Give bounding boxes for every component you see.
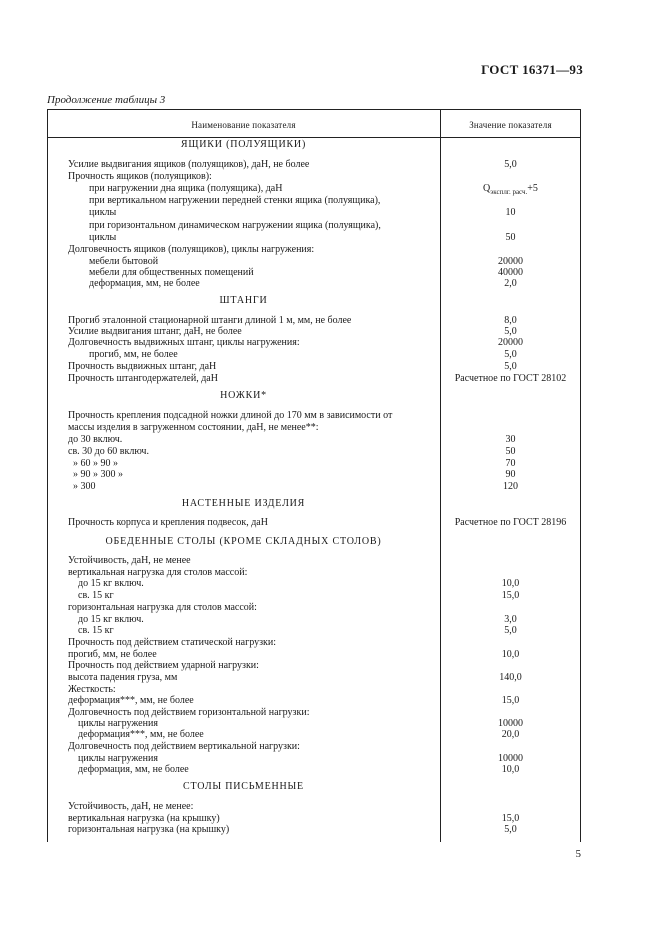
cell-indicator-name: циклы нагружения [78, 718, 158, 729]
table-row [47, 446, 581, 458]
cell-indicator-value: 2,0 [504, 278, 517, 289]
cell-indicator-name: горизонтальная нагрузка (на крышку) [68, 824, 230, 835]
cell-indicator-value: 50 [505, 446, 516, 457]
cell-indicator-name: Долговечность ящиков (полуящиков), циклы нагружения: [68, 244, 315, 255]
cell-indicator-value: 40000 [498, 267, 523, 278]
cell-indicator-name: Прочность выдвижных штанг, даН [68, 361, 217, 372]
section-title: ШТАНГИ [219, 295, 268, 306]
cell-indicator-value: 5,0 [504, 326, 517, 337]
cell-indicator-name: Прогиб эталонной стационарной штанги длиной 1 м, мм, не более [68, 315, 352, 326]
cell-indicator-name: деформация, мм, не более [89, 278, 200, 289]
table-row [47, 410, 581, 422]
cell-indicator-name: Усилие выдвигания ящиков (полуящиков), даН, не более [68, 159, 310, 170]
cell-indicator-value: 20,0 [501, 729, 520, 740]
table-row [47, 373, 581, 385]
table-row [47, 824, 581, 836]
table-row [47, 660, 581, 672]
table-row [47, 625, 581, 637]
column-header-value: Значение показателя [469, 120, 552, 130]
cell-indicator-value: 120 [503, 481, 518, 492]
table-row [47, 764, 581, 776]
section-title: НОЖКИ* [220, 390, 267, 401]
table-row [47, 278, 581, 290]
cell-indicator-name: » 60 » 90 » [73, 458, 118, 469]
table-row [47, 590, 581, 602]
table-row [47, 183, 581, 195]
cell-indicator-name: деформация***, мм, не более [68, 695, 194, 706]
table-row [47, 517, 581, 529]
cell-indicator-name: прогиб, мм, не более [89, 349, 178, 360]
cell-indicator-name: св. 15 кг [78, 625, 114, 636]
cell-indicator-name: Жесткость: [68, 684, 116, 695]
cell-indicator-value: 5,0 [504, 824, 517, 835]
cell-indicator-name: циклы [89, 232, 117, 243]
section-title: СТОЛЫ ПИСЬМЕННЫЕ [183, 781, 304, 792]
cell-indicator-name: при нагружении дна ящика (полуящика), даН [89, 183, 283, 194]
cell-indicator-value: 5,0 [504, 625, 517, 636]
header-bottom-border [47, 137, 581, 138]
table-row [47, 337, 581, 349]
page-number: 5 [575, 848, 581, 860]
table-row [47, 672, 581, 684]
cell-indicator-value: 5,0 [504, 361, 517, 372]
table-top-border [47, 109, 581, 110]
cell-indicator-name: при вертикальном нагружении передней стенки ящика (полуящика), [89, 195, 381, 206]
cell-indicator-value: Расчетное по ГОСТ 28196 [454, 517, 567, 528]
table-row [47, 159, 581, 171]
document-code: ГОСТ 16371—93 [481, 62, 583, 77]
table-row [47, 244, 581, 256]
cell-indicator-name: Прочность ящиков (полуящиков): [68, 171, 212, 182]
cell-indicator-value: 5,0 [504, 349, 517, 360]
cell-indicator-name: деформация, мм, не более [78, 764, 189, 775]
cell-indicator-name: прогиб, мм, не более [68, 649, 157, 660]
cell-indicator-value: 30 [505, 434, 516, 445]
cell-indicator-name: Устойчивость, даН, не менее [68, 555, 191, 566]
table-row [47, 602, 581, 614]
table-row [47, 220, 581, 232]
cell-indicator-name: горизонтальная нагрузка для столов массой: [68, 602, 257, 613]
cell-indicator-name: Прочность крепления подсадной ножки длиной до 170 мм в зависимости от [68, 410, 393, 421]
cell-indicator-value: 10000 [498, 753, 523, 764]
section-title: НАСТЕННЫЕ ИЗДЕЛИЯ [181, 498, 306, 509]
cell-indicator-value: 5,0 [504, 159, 517, 170]
cell-indicator-value: 3,0 [504, 614, 517, 625]
cell-indicator-name: Усилие выдвигания штанг, даН, не более [68, 326, 242, 337]
cell-indicator-value: 70 [505, 458, 516, 469]
table-row [47, 695, 581, 707]
cell-indicator-value: 10 [505, 207, 516, 218]
cell-indicator-name: Устойчивость, даН, не менее: [68, 801, 194, 812]
cell-indicator-value: 10000 [498, 718, 523, 729]
table-row [47, 741, 581, 753]
cell-indicator-name: до 30 включ. [68, 434, 123, 445]
cell-indicator-value: 140,0 [499, 672, 522, 683]
table-row [47, 195, 581, 207]
cell-indicator-name: циклы [89, 207, 117, 218]
table-row [47, 637, 581, 649]
table-row [47, 349, 581, 361]
cell-value-formula: $Q_{эксплг. расч.}+5$ [483, 183, 538, 196]
cell-indicator-name: вертикальная нагрузка для столов массой: [68, 567, 248, 578]
cell-indicator-name: св. 30 до 60 включ. [68, 446, 149, 457]
cell-indicator-value: 10,0 [501, 578, 520, 589]
table-row [47, 207, 581, 219]
column-header-name: Наименование показателя [191, 120, 296, 130]
spec-table [47, 109, 581, 842]
cell-indicator-name: до 15 кг включ. [78, 614, 144, 625]
cell-indicator-value: Расчетное по ГОСТ 28102 [454, 373, 567, 384]
table-row [47, 434, 581, 446]
cell-indicator-name: при горизонтальном динамическом нагружении ящика (полуящика), [89, 220, 381, 231]
table-row [47, 555, 581, 567]
table-row [47, 729, 581, 741]
cell-indicator-name: мебели для общественных помещений [89, 267, 254, 278]
cell-indicator-name: до 15 кг включ. [78, 578, 144, 589]
cell-indicator-name: Долговечность под действием вертикальной нагрузки: [68, 741, 300, 752]
cell-indicator-name: вертикальная нагрузка (на крышку) [68, 813, 220, 824]
cell-indicator-name: » 300 [73, 481, 96, 492]
cell-indicator-value: 15,0 [501, 695, 520, 706]
cell-indicator-name: » 90 » 300 » [73, 469, 123, 480]
cell-indicator-name: св. 15 кг [78, 590, 114, 601]
table-row [47, 469, 581, 481]
cell-indicator-value: 20000 [498, 337, 523, 348]
table-row [47, 578, 581, 590]
table-row [47, 171, 581, 183]
cell-indicator-name: Прочность под действием ударной нагрузки: [68, 660, 259, 671]
cell-indicator-value: 15,0 [501, 590, 520, 601]
table-row [47, 801, 581, 813]
cell-indicator-value: 20000 [498, 256, 523, 267]
table-row [47, 481, 581, 493]
cell-indicator-name: деформация***, мм, не более [78, 729, 204, 740]
cell-indicator-name: Долговечность под действием горизонтальной нагрузки: [68, 707, 310, 718]
cell-indicator-name: высота падения груза, мм [68, 672, 178, 683]
cell-indicator-value: 10,0 [501, 649, 520, 660]
section-title: ОБЕДЕННЫЕ СТОЛЫ (КРОМЕ СКЛАДНЫХ СТОЛОВ) [105, 536, 382, 547]
section-title: ЯЩИКИ (ПОЛУЯЩИКИ) [180, 139, 307, 150]
cell-indicator-name: массы изделия в загруженном состоянии, даН, не менее**: [68, 422, 319, 433]
table-row [47, 232, 581, 244]
table-caption: Продолжение таблицы 3 [47, 94, 166, 106]
cell-indicator-name: Прочность под действием статической нагрузки: [68, 637, 277, 648]
cell-indicator-name: Долговечность выдвижных штанг, циклы нагружения: [68, 337, 300, 348]
cell-indicator-name: циклы нагружения [78, 753, 158, 764]
cell-indicator-name: Прочность корпуса и крепления подвесок, даН [68, 517, 268, 528]
table-row [47, 361, 581, 373]
table-row [47, 422, 581, 434]
cell-indicator-value: 50 [505, 232, 516, 243]
cell-indicator-value: 10,0 [501, 764, 520, 775]
cell-indicator-value: 90 [505, 469, 516, 480]
cell-indicator-name: Прочность штангодержателей, даН [68, 373, 218, 384]
cell-indicator-name: мебели бытовой [89, 256, 159, 267]
cell-indicator-value: 15,0 [501, 813, 520, 824]
cell-indicator-value: 8,0 [504, 315, 517, 326]
